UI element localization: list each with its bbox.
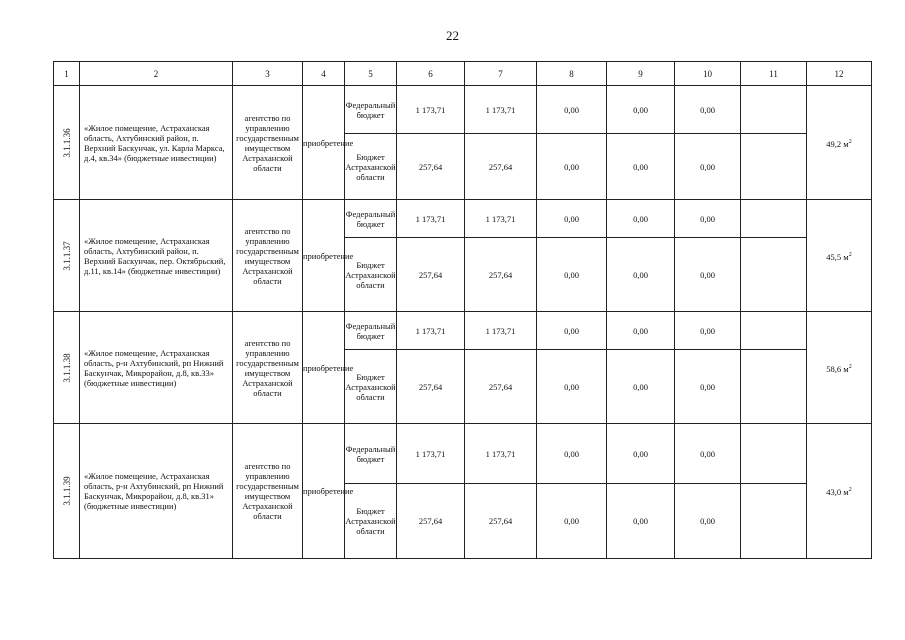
item-code: 3.1.1.37 [61, 240, 72, 271]
responsible-agency: агентство по управлению государственным имуществом Астраханской области [233, 200, 303, 312]
value-c8: 0,00 [537, 238, 607, 312]
value-c11 [741, 312, 807, 350]
value-c6: 257,64 [397, 134, 465, 200]
area-value: 45,5 м [826, 251, 849, 262]
value-c11 [741, 134, 807, 200]
value-c9: 0,00 [607, 350, 675, 424]
value-c6: 257,64 [397, 350, 465, 424]
column-header-10: 10 [675, 62, 741, 86]
area-cell [807, 312, 872, 424]
area-unit-exponent: 2 [848, 363, 852, 370]
value-c9: 0,00 [607, 312, 675, 350]
area-value: 58,6 м [826, 363, 849, 374]
budget-table [53, 61, 872, 559]
value-c10: 0,00 [675, 200, 741, 238]
value-c10: 0,00 [675, 238, 741, 312]
area-unit-exponent: 2 [848, 138, 852, 145]
column-header-11: 11 [741, 62, 807, 86]
value-c7: 1 173,71 [465, 424, 537, 484]
value-c9: 0,00 [607, 86, 675, 134]
value-c6: 1 173,71 [397, 424, 465, 484]
value-c7: 1 173,71 [465, 200, 537, 238]
area-value: 49,2 м [826, 138, 849, 149]
value-c11 [741, 86, 807, 134]
table-row [54, 200, 872, 238]
value-c6: 1 173,71 [397, 200, 465, 238]
area-value: 43,0 м [826, 486, 849, 497]
item-code-cell [54, 86, 80, 200]
responsible-agency: агентство по управлению государственным имуществом Астраханской области [233, 312, 303, 424]
value-c7: 1 173,71 [465, 312, 537, 350]
item-name: «Жилое помещение, Астраханская область, Ахтубинский район, п. Верхний Баскунчак, ул. Карла Маркса, д.4, кв.34» (бюджетные инвестиции) [80, 86, 233, 200]
area-unit-exponent: 2 [848, 251, 852, 258]
value-c6: 1 173,71 [397, 86, 465, 134]
value-c11 [741, 238, 807, 312]
column-header-2: 2 [80, 62, 233, 86]
value-c10: 0,00 [675, 424, 741, 484]
value-c8: 0,00 [537, 200, 607, 238]
column-header-7: 7 [465, 62, 537, 86]
responsible-agency: агентство по управлению государственным имуществом Астраханской области [233, 86, 303, 200]
value-c11 [741, 424, 807, 484]
value-c9: 0,00 [607, 424, 675, 484]
column-header-8: 8 [537, 62, 607, 86]
value-c8: 0,00 [537, 86, 607, 134]
funding-source: Федеральный бюджет [345, 86, 397, 134]
value-c7: 257,64 [465, 484, 537, 559]
value-c6: 1 173,71 [397, 312, 465, 350]
funding-source: Бюджет Астраханской области [345, 350, 397, 424]
value-c6: 257,64 [397, 484, 465, 559]
value-c10: 0,00 [675, 484, 741, 559]
value-c11 [741, 484, 807, 559]
item-code-cell [54, 424, 80, 559]
area-cell [807, 200, 872, 312]
table-row [54, 86, 872, 134]
funding-source: Федеральный бюджет [345, 200, 397, 238]
action-type: приобретение [303, 312, 345, 424]
funding-source: Бюджет Астраханской области [345, 484, 397, 559]
value-c10: 0,00 [675, 134, 741, 200]
value-c8: 0,00 [537, 484, 607, 559]
item-name: «Жилое помещение, Астраханская область, р-н Ахтубинский, рп Нижний Баскунчак, Микрорайон, д.8, кв.31» (бюджетные инвестиции) [80, 424, 233, 559]
value-c9: 0,00 [607, 238, 675, 312]
column-header-5: 5 [345, 62, 397, 86]
value-c8: 0,00 [537, 350, 607, 424]
funding-source: Федеральный бюджет [345, 424, 397, 484]
value-c7: 257,64 [465, 134, 537, 200]
value-c10: 0,00 [675, 86, 741, 134]
column-header-12: 12 [807, 62, 872, 86]
item-code: 3.1.1.38 [61, 352, 72, 383]
item-code: 3.1.1.36 [61, 127, 72, 158]
value-c11 [741, 350, 807, 424]
column-header-9: 9 [607, 62, 675, 86]
value-c7: 257,64 [465, 350, 537, 424]
column-header-4: 4 [303, 62, 345, 86]
action-type: приобретение [303, 86, 345, 200]
value-c9: 0,00 [607, 200, 675, 238]
table-row [54, 312, 872, 350]
action-type: приобретение [303, 200, 345, 312]
funding-source: Бюджет Астраханской области [345, 238, 397, 312]
area-unit-exponent: 2 [848, 487, 852, 494]
value-c11 [741, 200, 807, 238]
value-c6: 257,64 [397, 238, 465, 312]
column-header-3: 3 [233, 62, 303, 86]
column-header-6: 6 [397, 62, 465, 86]
value-c10: 0,00 [675, 312, 741, 350]
column-header-1: 1 [54, 62, 80, 86]
page-number: 22 [446, 28, 459, 43]
area-cell [807, 86, 872, 200]
value-c7: 1 173,71 [465, 86, 537, 134]
value-c8: 0,00 [537, 312, 607, 350]
action-type: приобретение [303, 424, 345, 559]
responsible-agency: агентство по управлению государственным имуществом Астраханской области [233, 424, 303, 559]
item-name: «Жилое помещение, Астраханская область, Ахтубинский район, п. Верхний Баскунчак, пер. Октябрьский, д.11, кв.14» (бюджетные инвестиции) [80, 200, 233, 312]
value-c9: 0,00 [607, 484, 675, 559]
item-code-cell [54, 200, 80, 312]
value-c10: 0,00 [675, 350, 741, 424]
header-row [54, 62, 872, 86]
area-cell [807, 424, 872, 559]
value-c8: 0,00 [537, 424, 607, 484]
funding-source: Бюджет Астраханской области [345, 134, 397, 200]
value-c8: 0,00 [537, 134, 607, 200]
funding-source: Федеральный бюджет [345, 312, 397, 350]
item-name: «Жилое помещение, Астраханская область, р-н Ахтубинский, рп Нижний Баскунчак, Микрорайон, д.8, кв.33» (бюджетные инвестиции) [80, 312, 233, 424]
item-code-cell [54, 312, 80, 424]
table-row [54, 424, 872, 484]
value-c7: 257,64 [465, 238, 537, 312]
item-code: 3.1.1.39 [61, 476, 72, 506]
value-c9: 0,00 [607, 134, 675, 200]
